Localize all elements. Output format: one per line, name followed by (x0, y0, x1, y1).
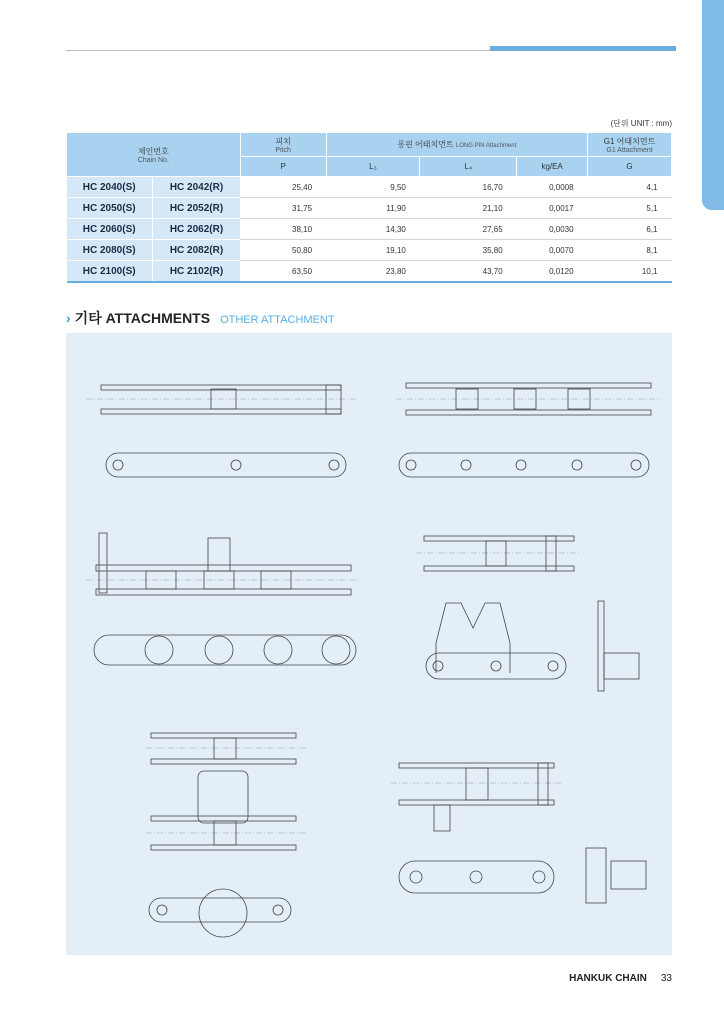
cell-l3: 11,90 (326, 198, 420, 219)
table-row (67, 261, 672, 283)
cell-l3: 14,30 (326, 219, 420, 240)
cell-g: 8,1 (588, 240, 672, 261)
page-number: 33 (660, 973, 672, 984)
cell-g: 10,1 (588, 261, 672, 283)
drawing-top-left (86, 385, 356, 477)
cell-kg: 0,0030 (517, 219, 588, 240)
table-row (67, 177, 672, 198)
header-accent-bar (490, 46, 676, 51)
chevron-right-icon: › (66, 310, 71, 326)
cell-kg: 0,0070 (517, 240, 588, 261)
header-kg: kg/EA (517, 157, 588, 177)
table-row (67, 240, 672, 261)
cell-l4: 16,70 (420, 177, 517, 198)
header-p: P (240, 157, 326, 177)
cell-g: 4,1 (588, 177, 672, 198)
cell-p: 25,40 (240, 177, 326, 198)
cell-g: 5,1 (588, 198, 672, 219)
header-l4: L₄ (420, 157, 517, 177)
page-edge-tab (702, 0, 724, 210)
cell-kg: 0,0008 (517, 177, 588, 198)
unit-label: (단위 UNIT : mm) (610, 119, 672, 128)
cell-l3: 19,10 (326, 240, 420, 261)
spec-table (66, 132, 672, 283)
cell-p: 31,75 (240, 198, 326, 219)
drawing-top-right (396, 383, 661, 477)
cell-l4: 21,10 (420, 198, 517, 219)
drawing-bottom-left (146, 733, 306, 937)
cell-r: HC 2052(R) (152, 198, 240, 219)
drawing-bottom-right (391, 763, 646, 903)
cell-r: HC 2042(R) (152, 177, 240, 198)
cell-p: 38,10 (240, 219, 326, 240)
cell-l4: 43,70 (420, 261, 517, 283)
cell-g: 6,1 (588, 219, 672, 240)
cell-s: HC 2080(S) (67, 240, 153, 261)
table-row (67, 198, 672, 219)
footer (569, 973, 672, 984)
cell-l3: 9,50 (326, 177, 420, 198)
cell-l3: 23,80 (326, 261, 420, 283)
footer-brand: HANKUK CHAIN (569, 973, 647, 984)
cell-s: HC 2050(S) (67, 198, 153, 219)
cell-r: HC 2062(R) (152, 219, 240, 240)
section-title: › 기타 ATTACHMENTS OTHER ATTACHMENT (66, 310, 335, 326)
cell-p: 63,50 (240, 261, 326, 283)
header-l3: L₃ (326, 157, 420, 177)
cell-s: HC 2100(S) (67, 261, 153, 283)
header-rule (66, 50, 490, 51)
cell-s: HC 2040(S) (67, 177, 153, 198)
cell-l4: 35,80 (420, 240, 517, 261)
cell-r: HC 2082(R) (152, 240, 240, 261)
header-chain-no: 체인번호 Chain No. (67, 133, 241, 177)
drawing-middle-left (86, 533, 361, 665)
cell-l4: 27,65 (420, 219, 517, 240)
attachment-drawings (66, 333, 672, 955)
cell-p: 50,80 (240, 240, 326, 261)
cell-r: HC 2102(R) (152, 261, 240, 283)
table-row (67, 219, 672, 240)
header-pitch: 피치 Pitch (240, 133, 326, 157)
cell-kg: 0,0120 (517, 261, 588, 283)
header-long-pin: 롱핀 어태치먼트 LONG PIN Attachment (326, 133, 588, 157)
drawing-middle-right (416, 536, 639, 691)
cell-s: HC 2060(S) (67, 219, 153, 240)
cell-kg: 0,0017 (517, 198, 588, 219)
header-g1: G1 어태치먼트 G1 Attachment (588, 133, 672, 157)
header-g: G (588, 157, 672, 177)
